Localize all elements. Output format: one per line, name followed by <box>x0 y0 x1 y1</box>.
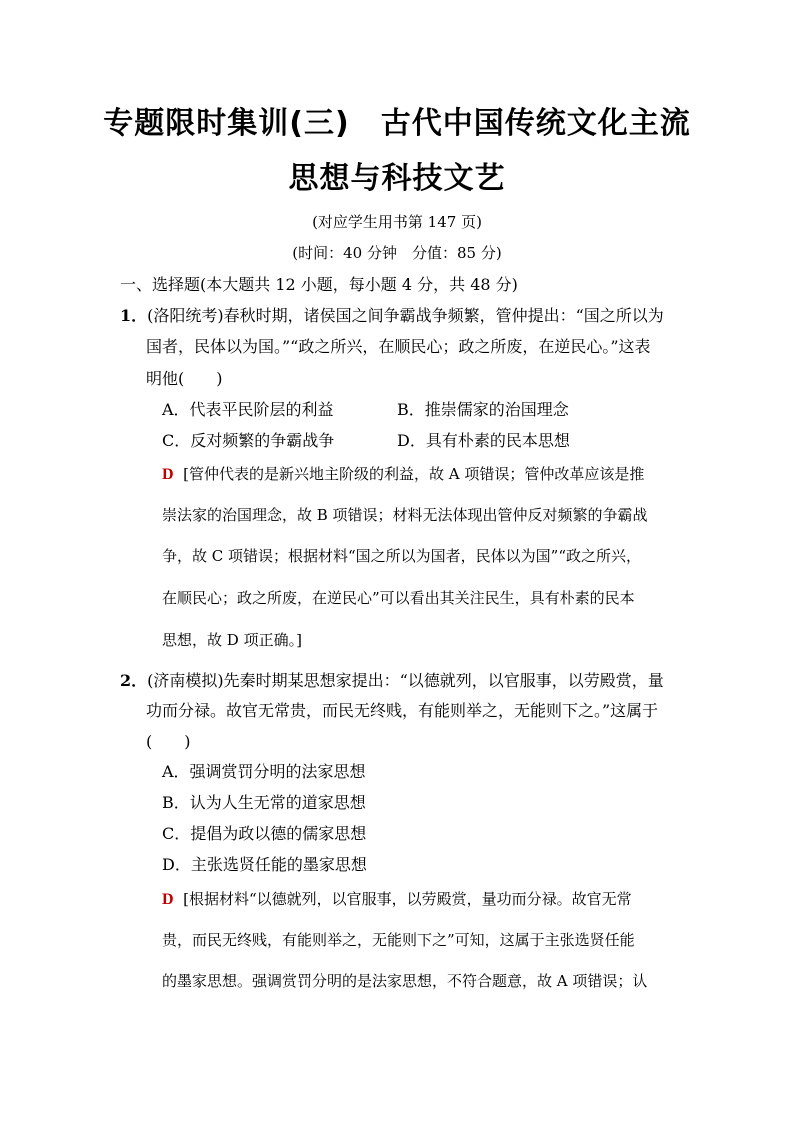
question-2-option-c: C．提倡为政以德的儒家思想 <box>162 824 367 843</box>
question-2-line-3: ( ) <box>146 732 191 751</box>
question-1-line-2: 国者，民体以为国。”“政之所兴，在顺民心；政之所废，在逆民心。”这表 <box>146 337 651 356</box>
question-1-line-3: 明他( ) <box>146 369 223 388</box>
question-1-line-1 <box>120 303 664 326</box>
question-2-option-b: B．认为人生无常的道家思想 <box>162 793 366 812</box>
question-1-text-1: (洛阳统考)春秋时期，诸侯国之间争霸战争频繁，管仲提出：“国之所以为 <box>147 306 664 325</box>
question-1-explanation-2: 崇法家的治国理念，故 B 项错误；材料无法体现出管仲反对频繁的争霸战 <box>162 506 648 524</box>
question-1-explanation-1: [管仲代表的是新兴地主阶级的利益，故 A 项错误；管仲改革应该是推 <box>183 465 645 483</box>
question-2-line-2: 功而分禄。故官无常贵，而民无终贱，有能则举之，无能则下之。”这属于 <box>146 701 659 720</box>
question-1-option-c: C．反对频繁的争霸战争 <box>162 431 335 450</box>
question-2-option-d: D．主张选贤任能的墨家思想 <box>162 855 367 874</box>
question-2-answer-line-1 <box>162 888 632 909</box>
question-2-explanation-1: [根据材料“以德就列，以官服事，以劳殿赏，量功而分禄。故官无常 <box>183 890 632 908</box>
question-1-explanation-5: 思想，故 D 项正确。] <box>162 631 302 649</box>
page-title-line-1: 专题限时集训(三) 古代中国传统文化主流 <box>103 106 691 141</box>
question-1-number: 1． <box>120 306 148 325</box>
question-2-explanation-3: 的墨家思想。强调赏罚分明的是法家思想，不符合题意，故 A 项错误；认 <box>162 972 648 990</box>
book-reference: (对应学生用书第 147 页) <box>312 213 482 231</box>
question-1-answer-letter: D <box>162 466 174 483</box>
question-2-explanation-2: 贵，而民无终贱，有能则举之，无能则下之”可知，这属于主张选贤任能 <box>162 931 635 949</box>
question-1-explanation-3: 争，故 C 项错误；根据材料“国之所以为国者，民体以为国”“政之所兴， <box>162 547 642 565</box>
time-score-info: (时间：40 分钟 分值：85 分) <box>292 244 502 262</box>
section-heading: 一、选择题(本大题共 12 小题，每小题 4 分，共 48 分) <box>120 275 518 294</box>
question-1-answer-line-1 <box>162 463 644 484</box>
question-2-number: 2． <box>120 671 148 690</box>
question-1-option-a: A．代表平民阶层的利益 <box>162 400 334 419</box>
question-1-option-d: D．具有朴素的民本思想 <box>397 431 570 450</box>
question-2-option-a: A．强调赏罚分明的法家思想 <box>162 762 366 781</box>
question-1-option-b: B．推崇儒家的治国理念 <box>397 400 569 419</box>
page-title-line-2: 思想与科技文艺 <box>288 161 506 196</box>
question-2-line-1 <box>120 668 664 691</box>
question-2-answer-letter: D <box>162 891 174 908</box>
question-1-explanation-4: 在顺民心；政之所废，在逆民心”可以看出其关注民生，具有朴素的民本 <box>162 589 635 607</box>
question-2-text-1: (济南模拟)先秦时期某思想家提出：“以德就列，以官服事，以劳殿赏，量 <box>147 671 664 690</box>
